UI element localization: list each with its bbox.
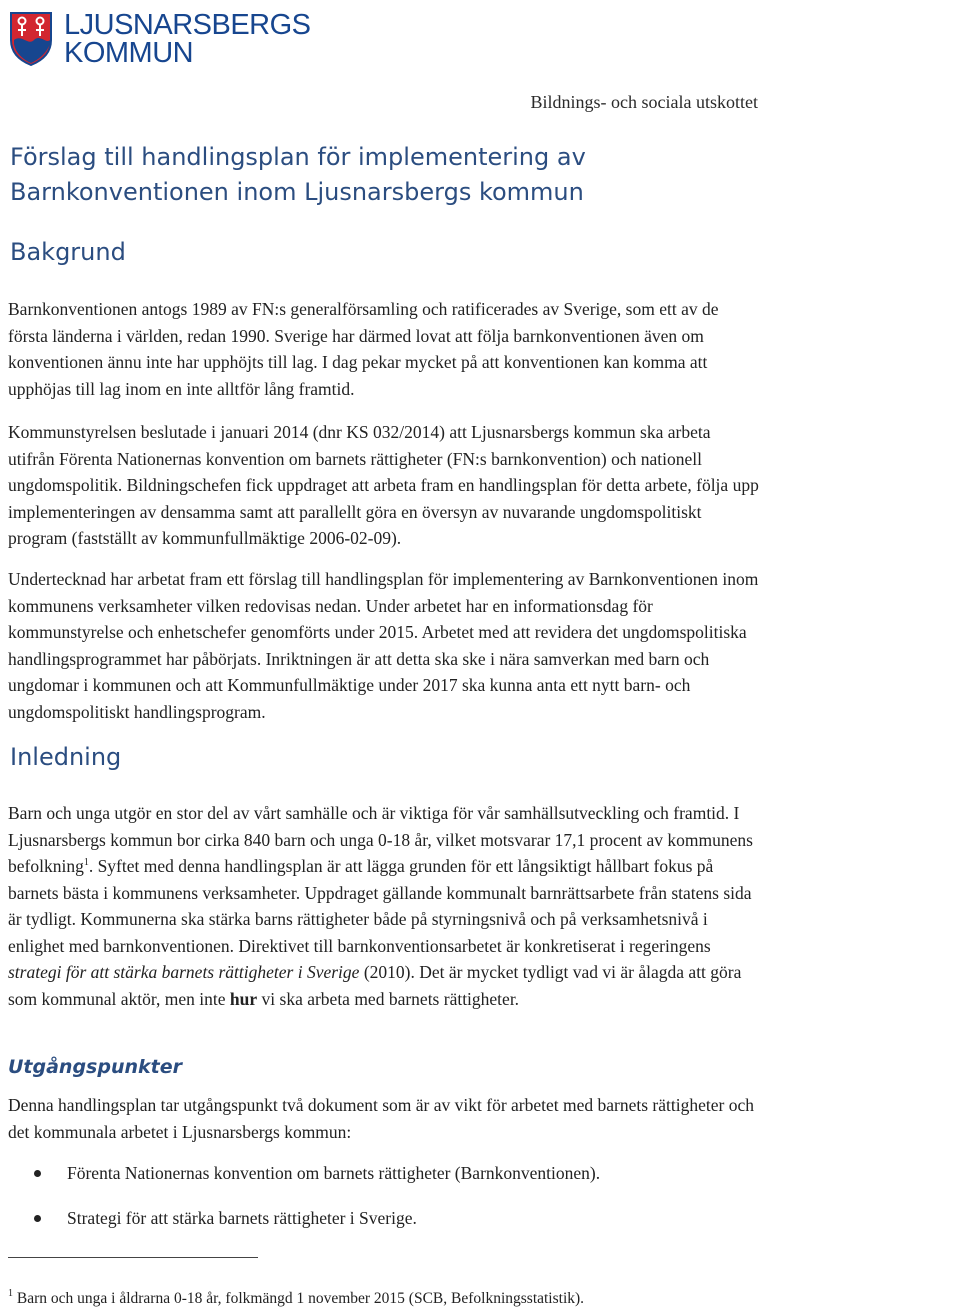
inledning-text-1: Barn och unga utgör en stor del av vårt samhälle och är viktiga för vår samhällsutveckling och framtid. I Ljusnarsbergs kommun bor cirka 840 barn och unga 0-18 år, vilket motsvarar 17,1 procent av kommunens befolkning (8, 803, 753, 876)
coat-of-arms-icon (8, 10, 54, 66)
heading-utgangspunkter: Utgångspunkter (8, 1056, 182, 1078)
logo-name-line1: LJUSNARSBERGS (64, 9, 311, 41)
inledning-emphasis: hur (229, 988, 258, 1009)
list-item: Strategi för att stärka barnets rättigheter i Sverige. (30, 1205, 600, 1231)
footnote-reference: 1 (83, 857, 89, 868)
footnote-divider (8, 1257, 258, 1258)
list-item: Förenta Nationernas konvention om barnets rättigheter (Barnkonventionen). (30, 1160, 600, 1186)
municipality-logo (8, 9, 311, 69)
paragraph-utgangspunkter: Denna handlingsplan tar utgångspunkt två dokument som är av vikt för arbetet med barnets rättigheter och det kommunala arbetet i Ljusnarsbergs kommun: (8, 1095, 754, 1142)
heading-inledning: Inledning (10, 743, 122, 771)
document-list (30, 1160, 600, 1250)
inledning-strategy-title: strategi för att stärka barnets rättigheter i Sverige (8, 962, 360, 982)
inledning-text-2: . Syftet med denna handlingsplan är att lägga grunden för ett långsiktigt hållbart fokus på barnets bästa i kommunens verksamheter. Uppdraget gällande kommunalt barnrättsarbete från statens sida är tydligt. Kommunerna ska stärka barns rättigheter både på styrningsnivå och på verksamhetsnivå i enlighet med barnkonventionen. Direktivet till barnkonventionsarbetet är konkretiserat i regeringens (8, 856, 752, 956)
footnote (8, 1290, 584, 1308)
inledning-text-4: vi ska arbeta med barnets rättigheter. (257, 988, 520, 1009)
inledning-text-3: (2010). Det är mycket tydligt vad vi är ålagda att göra som kommunal aktör, men inte (8, 962, 742, 1009)
footnote-text: Barn och unga i åldrarna 0-18 år, folkmängd 1 november 2015 (SCB, Befolkningsstatistik). (13, 1290, 585, 1307)
paragraph-bakgrund-2: Kommunstyrelsen beslutade i januari 2014 (dnr KS 032/2014) att Ljusnarsbergs kommun ska arbeta utifrån Förenta Nationernas konvention om barnets rättigheter (FN:s barnkonvention) och nationell ungdomspolitik. Bildningschefen fick uppdraget att arbeta fram en handlingsplan för detta arbete, följa upp implementeringen av densamma samt att parallellt göra en översyn av nuvarande ungdomspolitiskt program (fastställt av kommunfullmäktige 2006-02-09). (8, 422, 759, 548)
footnote-number: 1 (8, 1288, 13, 1299)
paragraph-bakgrund-3: Undertecknad har arbetat fram ett förslag till handlingsplan för implementering av Barnkonventionen inom kommunens verksamheter vilken redovisas nedan. Under arbetet har en informationsdag för kommunstyrelse och enhetschefer genomförts under 2015. Arbetet med att revidera det ungdomspolitiska handlingsprogrammet har påbörjats. Inriktningen är att detta ska ske i nära samverkan med barn och ungdomar i kommunen och att Kommunfullmäktige under 2017 ska kunna anta ett nytt barn- och ungdomspolitiskt handlingsprogram. (8, 569, 759, 722)
logo-name-line2: KOMMUN (64, 37, 194, 69)
paragraph-bakgrund-1: Barnkonventionen antogs 1989 av FN:s generalförsamling och ratificerades av Sverige, som ett av de första länderna i världen, redan 1990. Sverige har därmed lovat att följa barnkonventionen även om konventionen ännu inte har upphöjts till lag. I dag pekar mycket på att konventionen kan komma att upphöjas till lag inom en inte alltför lång framtid. (8, 299, 719, 399)
heading-bakgrund: Bakgrund (10, 238, 126, 266)
document-title: Förslag till handlingsplan för implementering av Barnkonventionen inom Ljusnarsbergs kommun (10, 143, 586, 206)
paragraph-inledning (8, 800, 760, 1012)
department-name: Bildnings- och sociala utskottet (530, 92, 758, 112)
